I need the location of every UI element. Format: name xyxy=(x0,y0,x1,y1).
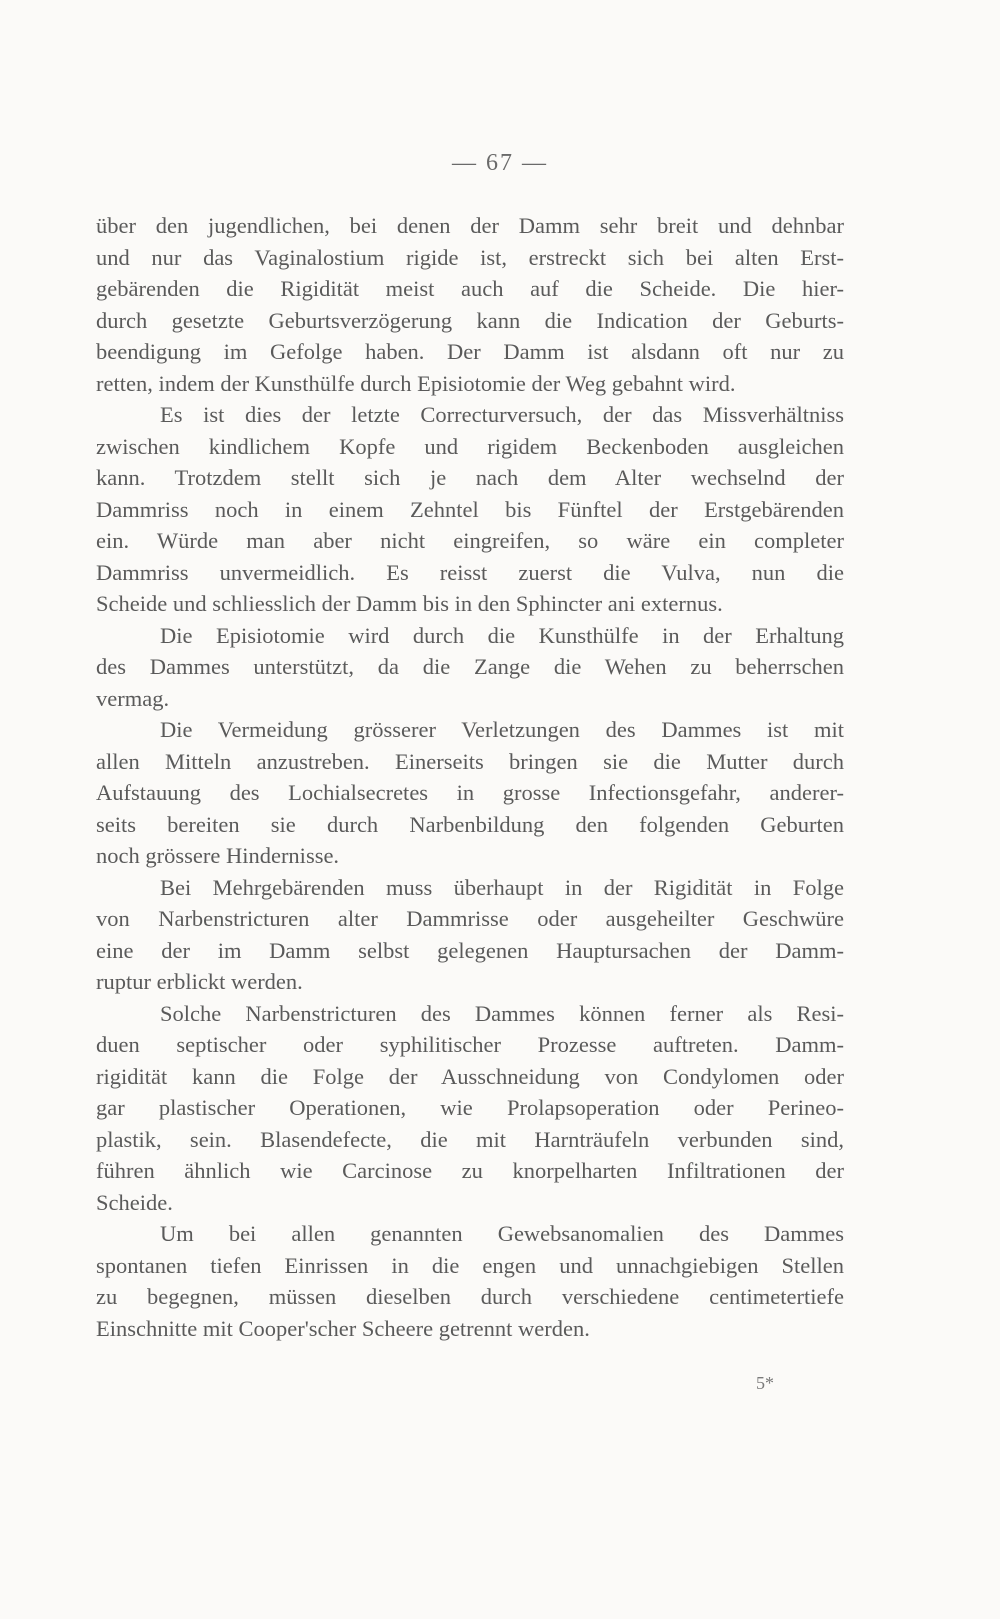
body-text xyxy=(96,210,844,1344)
text-line: zu begegnen, müssen dieselben durch verschiedene centimetertiefe xyxy=(96,1284,844,1309)
text-line: kann. Trotzdem stellt sich je nach dem Alter wechselnd der xyxy=(96,465,844,490)
text-line: ein. Würde man aber nicht eingreifen, so wäre ein completer xyxy=(96,528,844,553)
text-line: spontanen tiefen Einrissen in die engen und unnachgiebigen Stellen xyxy=(96,1252,844,1278)
text-line: Dammriss unvermeidlich. Es reisst zuerst die Vulva, nun die xyxy=(96,559,844,585)
text-line: über den jugendlichen, bei denen der Damm sehr breit und dehnbar xyxy=(96,213,844,238)
text-line: allen Mitteln anzustreben. Einerseits bringen sie die Mutter durch xyxy=(96,748,844,774)
page-number: — 67 — xyxy=(452,150,548,176)
text-line: Einschnitte mit Cooper'scher Scheere getrennt werden. xyxy=(96,1315,590,1341)
text-line: zwischen kindlichem Kopfe und rigidem Beckenboden ausgleichen xyxy=(96,433,844,459)
text-line: Scheide. xyxy=(96,1189,173,1215)
text-line: Aufstauung des Lochialsecretes in grosse Infectionsgefahr, anderer- xyxy=(96,780,844,805)
text-line: gebärenden die Rigidität meist auch auf die Scheide. Die hier- xyxy=(96,276,844,301)
text-line: retten, indem der Kunsthülfe durch Episiotomie der Weg gebahnt wird. xyxy=(96,370,736,396)
text-line: beendigung im Gefolge haben. Der Damm ist alsdann oft nur zu xyxy=(96,339,844,364)
text-line: Die Vermeidung grösserer Verletzungen des Dammes ist mit xyxy=(160,717,844,742)
text-line: duen septischer oder syphilitischer Prozesse auftreten. Damm- xyxy=(96,1032,844,1057)
text-line: Um bei allen genannten Gewebsanomalien des Dammes xyxy=(160,1221,844,1246)
text-line: von Narbenstricturen alter Dammrisse oder ausgeheilter Geschwüre xyxy=(96,906,844,931)
text-line: eine der im Damm selbst gelegenen Hauptursachen der Damm- xyxy=(96,937,844,963)
text-line: des Dammes unterstützt, da die Zange die Wehen zu beherrschen xyxy=(96,654,844,679)
signature-mark: 5* xyxy=(756,1373,774,1393)
text-line: Es ist dies der letzte Correcturversuch, der das Missverhältniss xyxy=(160,402,844,427)
text-line: und nur das Vaginalostium rigide ist, erstreckt sich bei alten Erst- xyxy=(96,244,844,270)
text-line: plastik, sein. Blasendefecte, die mit Harnträufeln verbunden sind, xyxy=(96,1126,844,1152)
text-line: Dammriss noch in einem Zehntel bis Fünftel der Erstgebärenden xyxy=(96,496,844,522)
text-line: Die Episiotomie wird durch die Kunsthülfe in der Erhaltung xyxy=(160,622,844,648)
text-line: Bei Mehrgebärenden muss überhaupt in der Rigidität in Folge xyxy=(160,874,844,900)
text-line: Scheide und schliesslich der Damm bis in den Sphincter ani externus. xyxy=(96,591,723,616)
text-line: führen ähnlich wie Carcinose zu knorpelharten Infiltrationen der xyxy=(96,1158,844,1183)
text-line: ruptur erblickt werden. xyxy=(96,969,303,994)
text-line: rigidität kann die Folge der Ausschneidung von Condylomen oder xyxy=(96,1063,844,1089)
text-line: seits bereiten sie durch Narbenbildung den folgenden Geburten xyxy=(96,811,844,837)
text-line: gar plastischer Operationen, wie Prolapsoperation oder Perineo- xyxy=(96,1095,844,1120)
text-line: durch gesetzte Geburtsverzögerung kann die Indication der Geburts- xyxy=(96,307,844,333)
text-line: noch grössere Hindernisse. xyxy=(96,843,340,868)
text-line: vermag. xyxy=(96,685,170,711)
text-line: Solche Narbenstricturen des Dammes können ferner als Resi- xyxy=(160,1000,844,1026)
